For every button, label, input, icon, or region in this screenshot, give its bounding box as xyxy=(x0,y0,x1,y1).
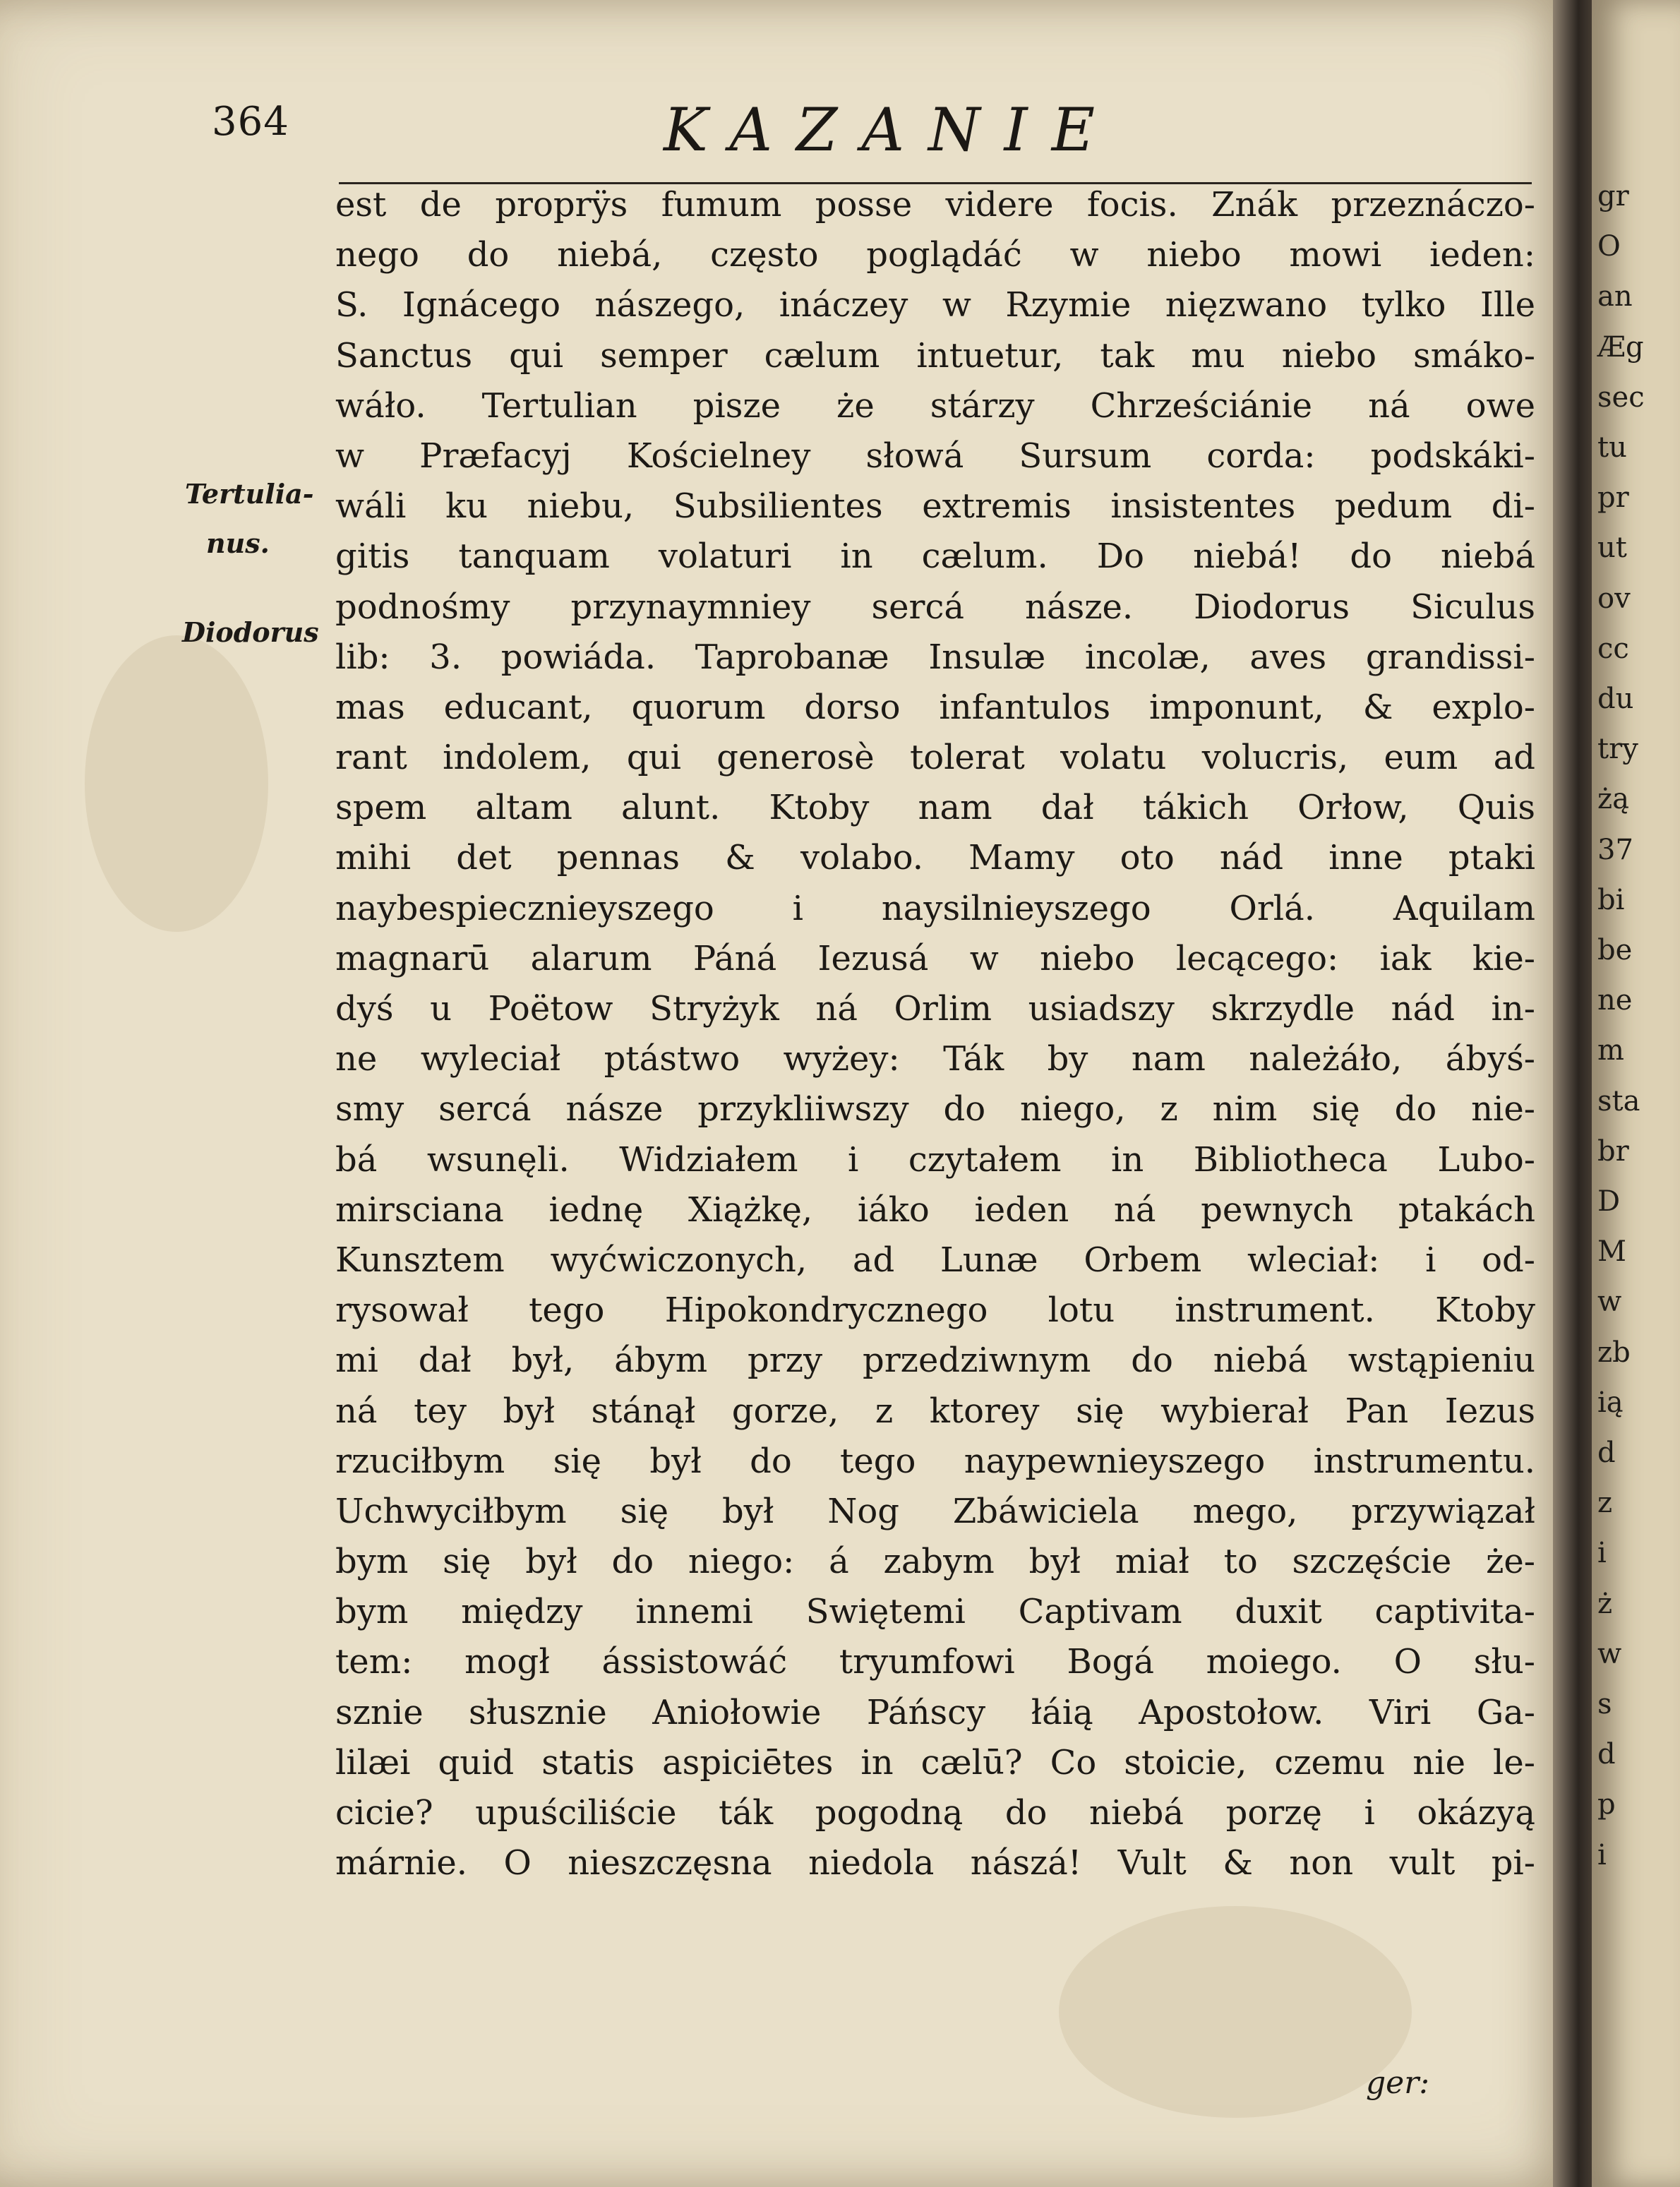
facing-page-fragment: ią xyxy=(1597,1386,1624,1419)
text-line: bym między innemi Swiętemi Captivam duxit captivita- xyxy=(335,1592,1535,1632)
text-line: tem: mogł ássistowáć tryumfowi Bogá moiego. O słu- xyxy=(335,1642,1535,1682)
facing-page-fragment: du xyxy=(1597,683,1634,715)
facing-page-fragment: be xyxy=(1597,934,1633,966)
book-gutter xyxy=(1553,0,1595,2187)
facing-page-fragment: D xyxy=(1597,1185,1621,1218)
text-line: sznie słusznie Aniołowie Páńscy łáią Apostołow. Viri Ga- xyxy=(335,1692,1535,1732)
text-line: naybespiecznieyszego i naysilnieyszego Orlá. Aquilam xyxy=(335,888,1535,928)
facing-page-fragment: w xyxy=(1597,1637,1622,1670)
text-line: est de proprÿs fumum posse videre focis. Znák przeznáczo- xyxy=(335,185,1535,224)
text-line: Kunsztem wyćwiczonych, ad Lunæ Orbem wleciał: i od- xyxy=(335,1240,1535,1280)
text-line: lilæi quid statis aspiciētes in cælū? Co stoicie, czemu nie le- xyxy=(335,1742,1535,1782)
text-line: márnie. O nieszczęsna niedola nászá! Vult & non vult pi- xyxy=(335,1843,1535,1883)
facing-page-fragment: an xyxy=(1597,280,1633,313)
text-line: smy sercá násze przykliiwszy do niego, z nim się do nie- xyxy=(335,1089,1535,1130)
text-line: rysował tego Hipokondrycznego lotu instrument. Ktoby xyxy=(335,1290,1535,1331)
text-line: ná tey był stánął gorze, z ktorey się wybierał Pan Iezus xyxy=(335,1391,1535,1431)
text-line: cicie? upuściliście ták pogodną do niebá porzę i okázyą xyxy=(335,1793,1535,1833)
text-line: bá wsunęli. Widziałem i czytałem in Bibliotheca Lubo- xyxy=(335,1139,1535,1180)
page-number: 364 xyxy=(212,99,289,145)
text-line: S. Ignácego nászego, ináczey w Rzymie nięzwano tylko Ille xyxy=(335,285,1535,325)
facing-page-fragment: z xyxy=(1597,1487,1613,1520)
paper-stain xyxy=(85,635,268,932)
text-line: spem altam alunt. Ktoby nam dał tákich Orłow, Quis xyxy=(335,788,1535,828)
facing-page-fragment: i xyxy=(1597,1537,1607,1570)
text-line: mi dał był, ábym przy przedziwnym do niebá wstąpieniu xyxy=(335,1341,1535,1381)
facing-page-fragment: d xyxy=(1597,1738,1616,1771)
facing-page-fragment: cc xyxy=(1597,632,1629,665)
margin-note-tertulianus-2: nus. xyxy=(206,527,270,559)
facing-page-fragment: w xyxy=(1597,1286,1622,1319)
text-line: Sanctus qui semper cælum intuetur, tak mu niebo smáko- xyxy=(335,335,1535,376)
facing-page-fragment: ov xyxy=(1597,582,1631,615)
catchword: ger: xyxy=(1366,2065,1430,2101)
paper-stain xyxy=(1059,1906,1412,2118)
body-text xyxy=(335,180,1535,1888)
text-line: w Præfacyj Kościelney słowá Sursum corda: podskáki- xyxy=(335,436,1535,476)
facing-page-edge xyxy=(1592,0,1680,2187)
facing-page-fragment: sta xyxy=(1597,1084,1640,1118)
text-line: gitis tanquam volaturi in cælum. Do niebá! do niebá xyxy=(335,537,1535,577)
text-line: dyś u Poëtow Stryżyk ná Orlim usiadszy skrzydle nád in- xyxy=(335,989,1535,1029)
text-line: Uchwyciłbym się był Nog Zbáwiciela mego, przywiązał xyxy=(335,1491,1535,1531)
text-line: mihi det pennas & volabo. Mamy oto nád inne ptaki xyxy=(335,838,1535,878)
text-line: lib: 3. powiáda. Taprobanæ Insulæ incolæ, aves grandissi- xyxy=(335,637,1535,677)
text-line: magnarū alarum Páná Iezusá w niebo lecącego: iak kie- xyxy=(335,938,1535,978)
text-line: rant indolem, qui generosè tolerat volatu volucris, eum ad xyxy=(335,738,1535,778)
text-line: bym się był do niego: á zabym był miał to szczęście że- xyxy=(335,1542,1535,1582)
facing-page-fragment: d xyxy=(1597,1437,1616,1469)
facing-page-fragment: try xyxy=(1597,733,1638,766)
facing-page-fragment: ut xyxy=(1597,532,1627,565)
text-line: ne wyleciał ptástwo wyżey: Ták by nam należáło, ábyś- xyxy=(335,1039,1535,1079)
facing-page-fragment: s xyxy=(1597,1688,1612,1720)
facing-page-fragment: O xyxy=(1597,230,1621,263)
facing-page-fragment: gr xyxy=(1597,180,1629,212)
text-line: nego do niebá, często poglądáć w niebo mowi ieden: xyxy=(335,235,1535,275)
facing-page-fragment: sec xyxy=(1597,381,1645,414)
facing-page-fragment: żą xyxy=(1597,783,1629,816)
text-line: wáli ku niebu, Subsilientes extremis insistentes pedum di- xyxy=(335,486,1535,527)
text-line: podnośmy przynaymniey sercá násze. Diodorus Siculus xyxy=(335,587,1535,627)
facing-page-fragment: bi xyxy=(1597,883,1625,916)
facing-page-fragment: 37 xyxy=(1597,833,1633,866)
facing-page-fragment: tu xyxy=(1597,431,1627,464)
text-line: rzuciłbym się był do tego naypewnieyszego instrumentu. xyxy=(335,1441,1535,1481)
facing-page-fragment: Æg xyxy=(1597,330,1644,364)
facing-page-fragment: pr xyxy=(1597,481,1629,515)
running-head: KAZANIE xyxy=(664,95,1120,164)
facing-page-fragment: ż xyxy=(1597,1587,1613,1620)
facing-page-fragment: zb xyxy=(1597,1336,1631,1369)
facing-page-fragment: ne xyxy=(1597,984,1633,1017)
text-line: mas educant, quorum dorso infantulos imponunt, & explo- xyxy=(335,687,1535,727)
facing-page-fragment: M xyxy=(1597,1235,1626,1269)
facing-page-fragment: p xyxy=(1597,1788,1616,1821)
facing-page-fragment: m xyxy=(1597,1034,1624,1067)
facing-page-fragment: i xyxy=(1597,1838,1607,1871)
facing-page-fragment: br xyxy=(1597,1134,1629,1168)
text-line: wáło. Tertulian pisze że stárzy Chrześciánie ná owe xyxy=(335,385,1535,426)
text-line: mirsciana iednę Xiążkę, iáko ieden ná pewnych ptakách xyxy=(335,1190,1535,1230)
margin-note-tertulianus-1: Tertulia- xyxy=(185,478,314,510)
margin-note-diodorus: Diodorus xyxy=(182,616,319,648)
